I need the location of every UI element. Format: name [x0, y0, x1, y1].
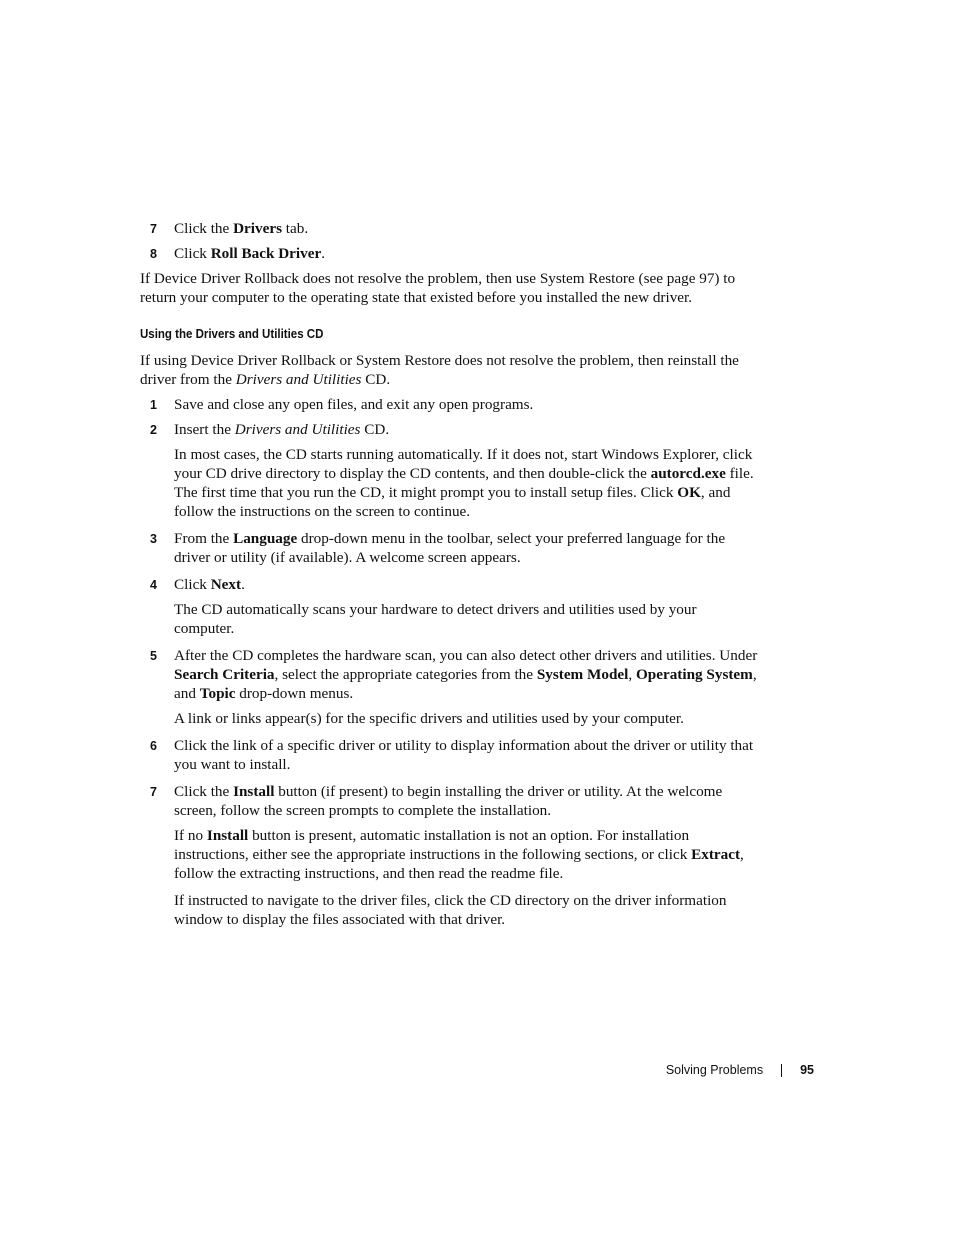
ui-label-install: Install: [206, 827, 249, 844]
footer-divider: [781, 1064, 782, 1077]
ui-label-system-model: System Model: [536, 666, 629, 683]
rollback-note: If Device Driver Rollback does not resolve the problem, then use System Restore (see page 97) to return your computer to the operating state that existed before you installed the new driver.: [140, 270, 736, 306]
intro-text: CD.: [361, 371, 391, 388]
step-text: Click the: [174, 783, 234, 800]
step-7-install: [140, 782, 760, 820]
section-intro: [140, 351, 760, 389]
step-text: CD.: [360, 421, 390, 438]
step-1-save-files: [140, 395, 760, 414]
step-7-drivers-tab: [140, 219, 760, 238]
ui-label-autorcd: autorcd.exe: [650, 465, 726, 482]
page-content: [140, 219, 760, 937]
step-text: .: [241, 576, 245, 593]
step-text: .: [321, 245, 326, 262]
cd-title: Drivers and Utilities: [235, 371, 362, 388]
step-text: Insert the: [174, 421, 235, 438]
ui-label-next: Next: [210, 576, 242, 593]
step-text: , select the appropriate categories from the: [274, 666, 537, 683]
step-number: 6: [150, 739, 157, 753]
cd-title: Drivers and Utilities: [234, 421, 361, 438]
ui-label-extract: Extract: [691, 846, 741, 863]
ui-label-install: Install: [233, 783, 275, 800]
ui-label-language: Language: [233, 530, 298, 547]
section-heading: Using the Drivers and Utilities CD: [140, 327, 324, 341]
step-8-roll-back: [140, 244, 760, 263]
step-text: tab.: [281, 220, 309, 237]
ui-label-operating-system: Operating System: [635, 666, 753, 683]
detail-text: button is present, automatic installation is not an option. For installation instructions, either see the appropriate instructions in the following sections, or click: [174, 827, 692, 863]
step-3-language: [140, 529, 760, 567]
page-footer: [666, 1061, 814, 1080]
step-text: button (if present) to begin installing the driver or utility. At the welcome screen, follow the screen prompts to complete the installation.: [174, 783, 723, 819]
detail-text: In most cases, the CD starts running automatically. If it does not, start Windows Explorer, click your CD drive directory to display the CD contents, and then double-click the: [174, 446, 753, 482]
step-number: 2: [150, 423, 157, 437]
step-text: drop-down menus.: [235, 685, 354, 702]
step-text: From the: [174, 530, 234, 547]
step-2-insert-cd: [140, 420, 760, 439]
step-text: Click: [174, 245, 211, 262]
footer-section-title: Solving Problems: [665, 1063, 764, 1077]
detail-text: If no: [174, 827, 207, 844]
ui-label-drivers: Drivers: [233, 220, 282, 237]
step-7-detail-no-install: [174, 826, 760, 883]
step-number: 3: [150, 532, 157, 546]
detail-text: , follow the extracting instructions, and then read the readme file.: [174, 846, 744, 882]
step-text: , and: [174, 666, 757, 702]
step-4-detail: The CD automatically scans your hardware to detect drivers and utilities used by your computer.: [174, 601, 697, 637]
step-text: Save and close any open files, and exit any open programs.: [174, 396, 534, 413]
detail-text: file. The first time that you run the CD, it might prompt you to install setup files. Click: [174, 465, 754, 501]
step-number: 8: [150, 247, 157, 261]
step-5-detail: A link or links appear(s) for the specific drivers and utilities used by your computer.: [174, 710, 684, 727]
page-number: 95: [800, 1063, 814, 1077]
step-7-detail-navigate: If instructed to navigate to the driver files, click the CD directory on the driver information window to display the files associated with that driver.: [174, 892, 727, 928]
step-5-search-criteria: [140, 646, 760, 703]
step-text: drop-down menu in the toolbar, select your preferred language for the driver or utility (if available). A welcome screen appears.: [174, 530, 726, 566]
step-text: ,: [628, 666, 636, 683]
step-number: 5: [150, 649, 157, 663]
detail-text: , and follow the instructions on the screen to continue.: [174, 484, 731, 520]
step-text: After the CD completes the hardware scan, you can also detect other drivers and utilities. Under: [174, 647, 758, 664]
step-number: 4: [150, 578, 157, 592]
step-number: 7: [150, 222, 157, 236]
step-number: 7: [150, 785, 157, 799]
step-4-next: [140, 575, 760, 594]
step-2-detail: [174, 445, 760, 521]
step-text: Click: [174, 576, 211, 593]
step-text: Click the link of a specific driver or utility to display information about the driver or utility that you want to install.: [174, 737, 754, 773]
ui-label-search-criteria: Search Criteria: [174, 666, 275, 683]
step-6-click-link: [140, 736, 760, 774]
step-text: Click the: [174, 220, 234, 237]
ui-label-ok: OK: [677, 484, 701, 501]
ui-label-topic: Topic: [199, 685, 236, 702]
ui-label-roll-back-driver: Roll Back Driver: [210, 245, 322, 262]
intro-text: If using Device Driver Rollback or System Restore does not resolve the problem, then reinstall the driver from the: [140, 352, 739, 388]
step-number: 1: [150, 398, 157, 412]
